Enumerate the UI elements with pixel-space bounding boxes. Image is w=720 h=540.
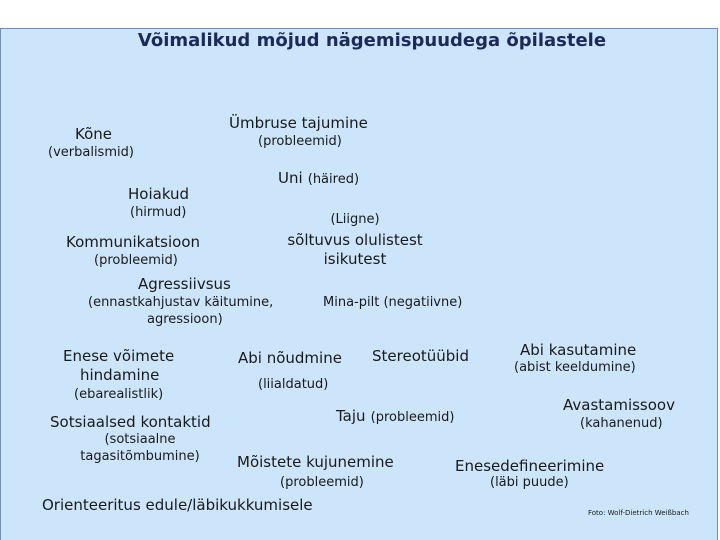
stereotuubid-label: Stereotüübid [372,347,469,365]
kone-sub: (verbalismid) [48,145,134,160]
agressiivsus-sub2: agressioon) [147,312,223,327]
agressiivsus-label: Agressiivsus [138,275,231,293]
uni-label: Uni [278,169,303,187]
sotsiaalsed-label: Sotsiaalsed kontaktid [50,413,211,431]
abi-kasutamine-label: Abi kasutamine [520,341,637,359]
abi-kasutamine-sub: (abist keeldumine) [514,360,636,375]
moistete-sub: (probleemid) [280,475,364,490]
soltuvus-line3: isikutest [323,250,387,268]
page-title: Võimalikud mõjud nägemispuudega õpilastele [137,30,607,51]
minapilt-sub: (negatiivne) [383,295,463,310]
taju-label: Taju [336,407,366,425]
orienteeritus-label: Orienteeritus edule/läbikukkumisele [42,496,313,514]
minapilt-item [323,295,462,310]
soltuvus-line1: (Liigne) [330,212,380,227]
kone-label: Kõne [75,125,113,143]
hoiakud-sub: (hirmud) [130,205,187,220]
hoiakud-label: Hoiakud [128,185,190,203]
sotsiaalsed-sub2: tagasitõmbumine) [80,449,200,464]
avastamissoov-sub: (kahanenud) [580,416,663,431]
minapilt-label: Mina-pilt [323,295,380,310]
soltuvus-line2: sõltuvus olulistest [287,231,423,249]
enese-line2: hindamine [80,366,160,384]
taju-item [336,406,454,425]
taju-sub: (probleemid) [370,410,455,425]
umbruse-sub: (probleemid) [258,134,342,149]
avastamissoov-label: Avastamissoov [563,396,675,414]
agressiivsus-sub1: (ennastkahjustav käitumine, [88,295,274,310]
kommunikatsioon-label: Kommunikatsioon [66,233,201,251]
moistete-label: Mõistete kujunemine [237,453,394,471]
uni-item [278,168,359,187]
uni-sub: (häired) [307,172,360,187]
photo-credit: Foto: Wolf-Dietrich Weißbach [588,509,689,517]
enesedefineerimine-label: Enesedefineerimine [455,457,605,475]
sotsiaalsed-sub1: (sotsiaalne [104,432,176,447]
umbruse-label: Ümbruse tajumine [229,114,368,132]
enese-line1: Enese võimete [63,347,175,365]
abi-noudmine-label: Abi nõudmine [238,349,342,367]
abi-noudmine-sub: (liialdatud) [258,377,329,392]
enesedefineerimine-sub: (läbi puude) [490,475,569,490]
kommunikatsioon-sub: (probleemid) [94,253,178,268]
enese-sub: (ebarealistlik) [74,387,164,402]
